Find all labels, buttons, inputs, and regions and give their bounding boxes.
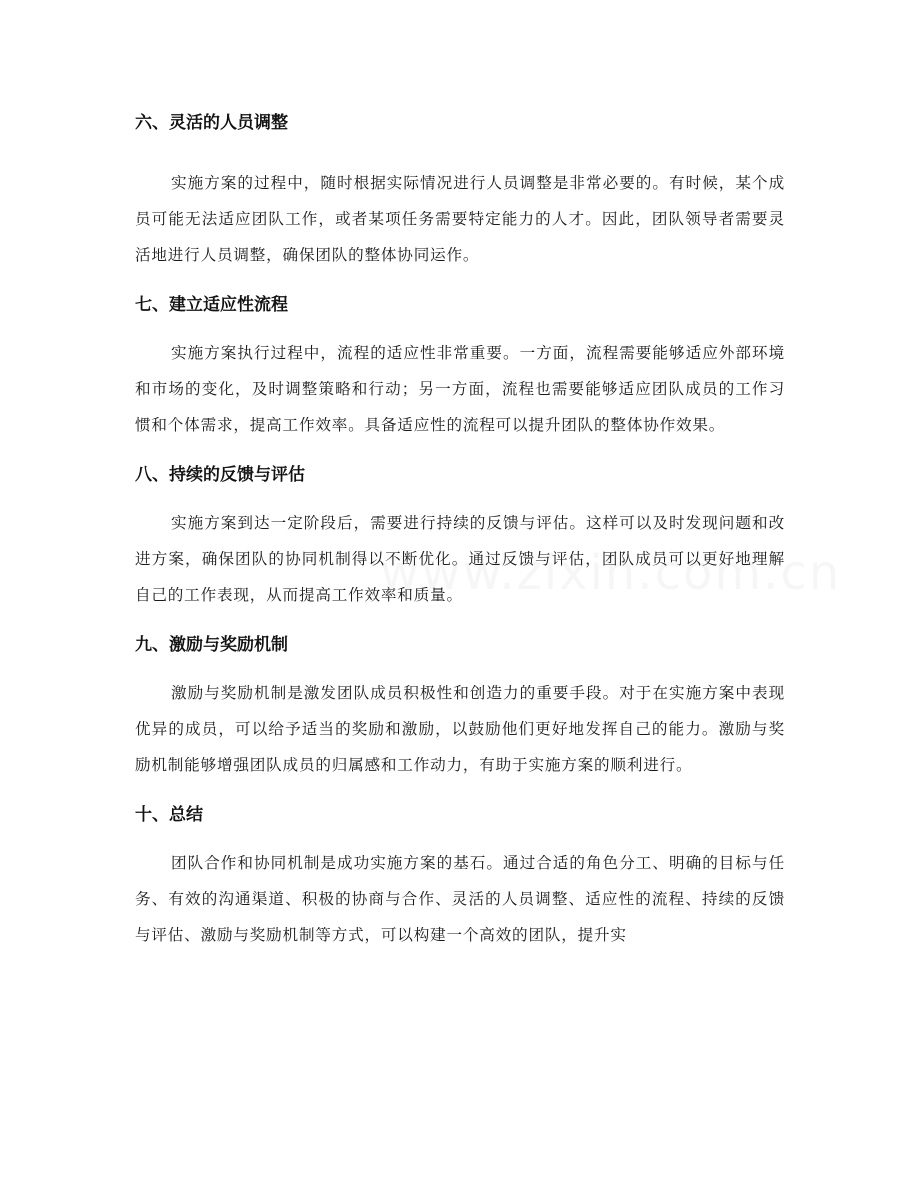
document-content [135, 105, 785, 953]
section-heading: 十、总结 [135, 805, 203, 825]
section-paragraph: 激励与奖励机制是激发团队成员积极性和创造力的重要手段。对于在实施方案中表现优异的成员，可以给予适当的奖励和激励，以鼓励他们更好地发挥自己的能力。激励与奖励机制能够增强团队成员的归属感和工作动力，有助于实施方案的顺利进行。 [135, 684, 785, 774]
section-heading: 九、激励与奖励机制 [135, 635, 288, 655]
section-9 [135, 627, 785, 783]
section-10 [135, 797, 785, 953]
section-paragraph: 实施方案的过程中，随时根据实际情况进行人员调整是非常必要的。有时候，某个成员可能无法适应团队工作，或者某项任务需要特定能力的人才。因此，团队领导者需要灵活地进行人员调整，确保团队的整体协同运作。 [135, 174, 785, 264]
section-paragraph: 团队合作和协同机制是成功实施方案的基石。通过合适的角色分工、明确的目标与任务、有效的沟通渠道、积极的协商与合作、灵活的人员调整、适应性的流程、持续的反馈与评估、激励与奖励机制等方式，可以构建一个高效的团队，提升实 [135, 854, 785, 944]
section-heading: 六、灵活的人员调整 [135, 113, 288, 133]
section-6 [135, 105, 785, 273]
section-7 [135, 287, 785, 443]
section-heading: 八、持续的反馈与评估 [135, 465, 305, 485]
section-8 [135, 457, 785, 613]
section-heading: 七、建立适应性流程 [135, 295, 288, 315]
section-paragraph: 实施方案到达一定阶段后，需要进行持续的反馈与评估。这样可以及时发现问题和改进方案，确保团队的协同机制得以不断优化。通过反馈与评估，团队成员可以更好地理解自己的工作表现，从而提高工作效率和质量。 [135, 514, 785, 604]
section-paragraph: 实施方案执行过程中，流程的适应性非常重要。一方面，流程需要能够适应外部环境和市场的变化，及时调整策略和行动；另一方面，流程也需要能够适应团队成员的工作习惯和个体需求，提高工作效率。具备适应性的流程可以提升团队的整体协作效果。 [135, 344, 785, 434]
